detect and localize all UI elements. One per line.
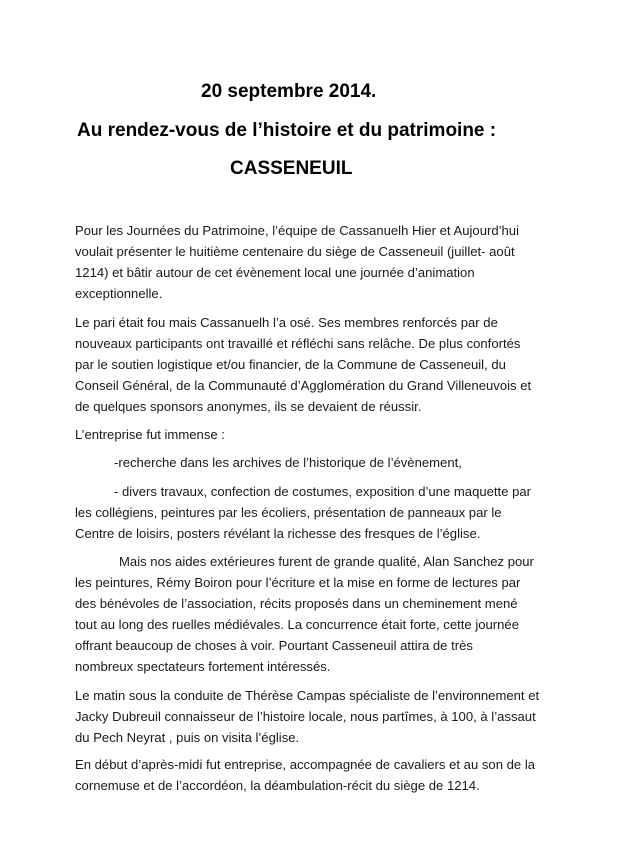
paragraph-line: exceptionnelle. (75, 286, 163, 301)
paragraph-line: -recherche dans les archives de l’historique de l’évènement, (114, 455, 462, 470)
paragraph-line: par le soutien logistique et/ou financier, de la Commune de Casseneuil, du (75, 357, 506, 372)
paragraph-line: offrant beaucoup de choses à voir. Pourtant Casseneuil attira de très (75, 638, 473, 653)
heading-title: Au rendez-vous de l’histoire et du patrimoine : (77, 120, 497, 141)
paragraph-line: L’entreprise fut immense : (75, 427, 225, 442)
paragraph-line: les collégiens, peintures par les écoliers, présentation de panneaux par le (75, 505, 502, 520)
paragraph-line: voulait présenter le huitième centenaire du siège de Casseneuil (juillet- août (75, 244, 515, 259)
paragraph-line: 1214) et bâtir autour de cet évènement local une journée d’animation (75, 265, 475, 280)
paragraph-line: du Pech Neyrat , puis on visita l’église. (75, 730, 300, 745)
paragraph-line: Mais nos aides extérieures furent de grande qualité, Alan Sanchez pour (119, 554, 534, 569)
paragraph-line: nouveaux participants ont travaillé et réfléchi sans relâche. De plus confortés (75, 336, 521, 351)
paragraph-line: les peintures, Rémy Boiron pour l’écriture et la mise en forme de lectures par (75, 575, 521, 590)
paragraph-line: Conseil Général, de la Communauté d’Agglomération du Grand Villeneuvois et (75, 378, 532, 393)
paragraph-line: Le pari était fou mais Cassanuelh l’a osé. Ses membres renforcés par de (75, 315, 498, 330)
heading-date: 20 septembre 2014. (201, 81, 377, 102)
heading-place: CASSENEUIL (230, 158, 353, 179)
paragraph-line: nombreux spectateurs fortement intéressés. (75, 659, 331, 674)
paragraph-line: Pour les Journées du Patrimoine, l’équipe de Cassanuelh Hier et Aujourd’hui (75, 223, 519, 238)
paragraph-line: Centre de loisirs, posters révélant la richesse des fresques de l’église. (75, 526, 481, 541)
paragraph-line: cornemuse et de l’accordéon, la déambulation-récit du siège de 1214. (75, 778, 480, 793)
paragraph-line: des bénévoles de l’association, récits proposés dans un cheminement mené (75, 596, 518, 611)
paragraph-line: de quelques sponsors anonymes, ils se devaient de réussir. (75, 399, 422, 414)
paragraph-line: tout au long des ruelles médiévales. La concurrence était forte, cette journée (75, 617, 519, 632)
paragraph-line: - divers travaux, confection de costumes, exposition d’une maquette par (114, 484, 532, 499)
paragraph-line: En début d’après-midi fut entreprise, accompagnée de cavaliers et au son de la (75, 757, 536, 772)
paragraph-line: Jacky Dubreuil connaisseur de l’histoire locale, nous partîmes, à 100, à l’assaut (75, 709, 536, 724)
paragraph-line: Le matin sous la conduite de Thérèse Campas spécialiste de l’environnement et (75, 688, 540, 703)
